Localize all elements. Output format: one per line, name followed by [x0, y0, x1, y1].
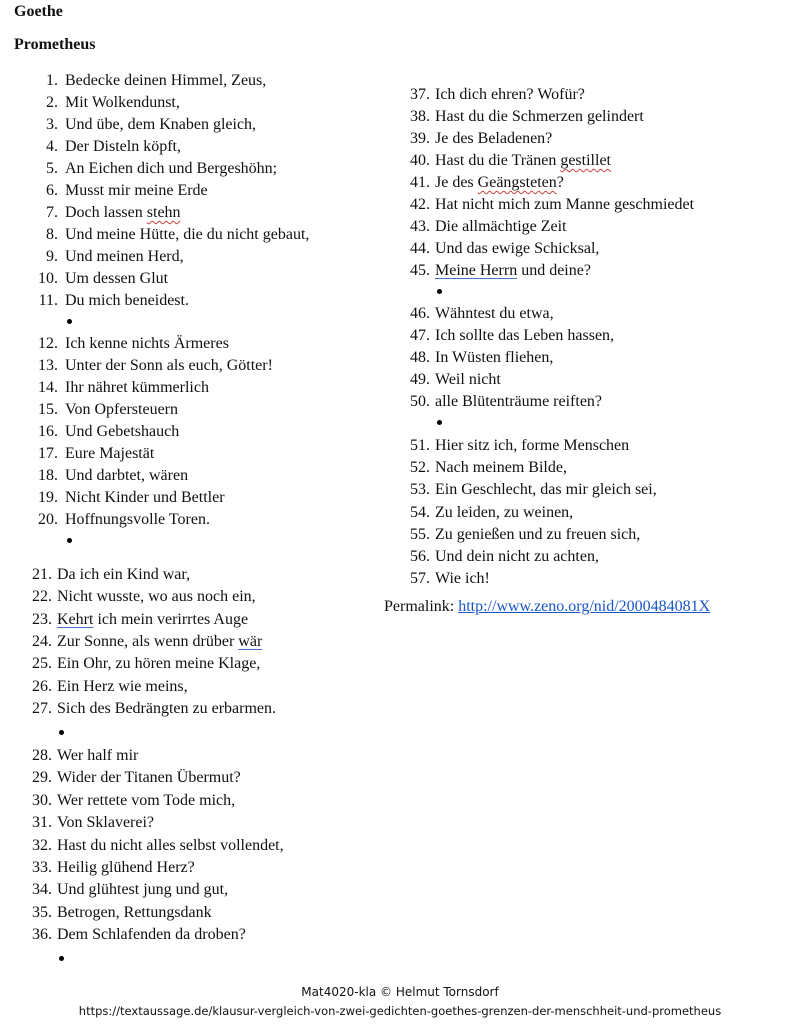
permalink-link[interactable]: http://www.zeno.org/nid/2000484081X [458, 598, 711, 615]
line-text: Eure Majestät [65, 445, 155, 462]
line-number: 36. [32, 926, 52, 943]
line-number: 45. [410, 262, 430, 279]
line-text: Hier sitz ich, forme Menschen [435, 437, 630, 454]
stanza-bullet [437, 289, 442, 294]
line-text: Wider der Titanen Übermut? [57, 769, 241, 786]
poem-line [0, 216, 800, 238]
poem-line [0, 172, 800, 194]
line-number: 10. [38, 270, 58, 287]
footer-credit: Mat4020-kla © Helmut Tornsdorf [301, 985, 499, 999]
line-number: 42. [410, 196, 430, 213]
line-text: Doch lassen stehn [65, 204, 181, 221]
line-text: Und dein nicht zu achten, [435, 548, 599, 565]
line-number: 13. [38, 357, 58, 374]
poem-line [0, 698, 800, 720]
line-text: Zu genießen und zu freuen sich, [435, 526, 641, 543]
line-number: 8. [46, 226, 58, 243]
line-number: 4. [46, 138, 58, 155]
poem-line [0, 524, 800, 546]
line-text: Wer rettete vom Tode mich, [57, 792, 236, 809]
line-number: 53. [410, 481, 430, 498]
line-number: 43. [410, 218, 430, 235]
line-number: 23. [32, 611, 52, 628]
line-text: In Wüsten fliehen, [435, 349, 554, 366]
stanza-bullet [59, 730, 64, 735]
line-text: Kehrt ich mein verirrtes Auge [57, 611, 249, 628]
poem-line [0, 260, 800, 282]
line-text: Hat nicht mich zum Manne geschmiedet [435, 196, 695, 213]
line-number: 31. [32, 814, 52, 831]
poem-line [0, 879, 800, 901]
line-number: 15. [38, 401, 58, 418]
line-text: Ein Ohr, zu hören meine Klage, [57, 655, 261, 672]
line-number: 52. [410, 459, 430, 476]
poem-line [0, 835, 800, 857]
line-text: Nicht Kinder und Bettler [65, 489, 225, 506]
line-text: Wer half mir [57, 747, 139, 764]
line-text: Betrogen, Rettungsdank [57, 904, 212, 921]
line-number: 35. [32, 904, 52, 921]
line-text: Heilig glühend Herz? [57, 859, 195, 876]
line-number: 1. [46, 72, 58, 89]
line-text: Die allmächtige Zeit [435, 218, 567, 235]
line-text: Wie ich! [435, 570, 490, 587]
poem-line [0, 325, 800, 347]
poem-line [0, 676, 800, 698]
line-text: Unter der Sonn als euch, Götter! [65, 357, 273, 374]
line-number: 7. [46, 204, 58, 221]
line-number: 50. [410, 393, 430, 410]
permalink [384, 598, 710, 616]
line-text: Zu leiden, zu weinen, [435, 504, 574, 521]
line-number: 28. [32, 747, 52, 764]
line-text: Ich sollte das Leben hassen, [435, 327, 615, 344]
line-text: Um dessen Glut [65, 270, 169, 287]
line-text: Ein Geschlecht, das mir gleich sei, [435, 481, 657, 498]
line-number: 34. [32, 881, 52, 898]
line-number: 16. [38, 423, 58, 440]
poem-line [0, 924, 800, 946]
line-number: 2. [46, 94, 58, 111]
line-number: 26. [32, 678, 52, 695]
line-text: Ihr nähret kümmerlich [65, 379, 209, 396]
line-text: Wähntest du etwa, [435, 305, 554, 322]
footer-source-url: https://textaussage.de/klausur-vergleich-von-zwei-gedichten-goethes-grenzen-der-menschheit-und-prometheus [78, 1004, 722, 1018]
line-number: 41. [410, 174, 430, 191]
poem-line [0, 479, 800, 501]
line-number: 47. [410, 327, 430, 344]
line-number: 39. [410, 130, 430, 147]
line-number: 6. [46, 182, 58, 199]
line-text: alle Blütenträume reiften? [435, 393, 603, 410]
line-number: 5. [46, 160, 58, 177]
line-number: 32. [32, 837, 52, 854]
line-number: 56. [410, 548, 430, 565]
poem-line [0, 391, 800, 413]
line-number: 40. [410, 152, 430, 169]
line-number: 11. [38, 292, 58, 309]
line-text: Hast du die Tränen gestillet [435, 152, 611, 169]
line-text: Und das ewige Schicksal, [435, 240, 600, 257]
line-text: Und Gebetshauch [65, 423, 180, 440]
line-number: 49. [410, 371, 430, 388]
line-text: Hast du nicht alles selbst vollendet, [57, 837, 284, 854]
poem-line [0, 347, 800, 369]
poem-line [0, 435, 800, 457]
line-number: 38. [410, 108, 430, 125]
line-number: 19. [38, 489, 58, 506]
line-number: 20. [38, 511, 58, 528]
line-number: 33. [32, 859, 52, 876]
line-text: Weil nicht [435, 371, 501, 388]
line-number: 30. [32, 792, 52, 809]
line-text: Nicht wusste, wo aus noch ein, [57, 588, 256, 605]
line-number: 44. [410, 240, 430, 257]
line-text: An Eichen dich und Bergeshöhn; [65, 160, 278, 177]
line-number: 54. [410, 504, 430, 521]
poem-line [0, 812, 800, 834]
line-text: Du mich beneidest. [65, 292, 189, 309]
line-number: 29. [32, 769, 52, 786]
poem-line [0, 150, 800, 172]
line-number: 12. [38, 335, 58, 352]
line-number: 14. [38, 379, 58, 396]
line-text: Bedecke deinen Himmel, Zeus, [65, 72, 267, 89]
line-text: Und übe, dem Knaben gleich, [65, 116, 257, 133]
line-text: Sich des Bedrängten zu erbarmen. [57, 700, 277, 717]
line-text: Mit Wolkendunst, [65, 94, 180, 111]
line-text: Je des Beladenen? [435, 130, 553, 147]
line-text: Und meine Hütte, die du nicht gebaut, [65, 226, 310, 243]
poem-author: Goethe [14, 3, 63, 20]
line-text: Ein Herz wie meins, [57, 678, 188, 695]
poem-line [0, 790, 800, 812]
line-text: Von Sklaverei? [57, 814, 155, 831]
line-text: Hast du die Schmerzen gelindert [435, 108, 644, 125]
line-number: 46. [410, 305, 430, 322]
line-text: Und meinen Herd, [65, 248, 184, 265]
line-text: Von Opfersteuern [65, 401, 179, 418]
poem-line [0, 238, 800, 260]
line-number: 55. [410, 526, 430, 543]
stanza-bullet [67, 319, 72, 324]
poem-line [0, 84, 800, 106]
poem-line [0, 128, 800, 150]
stanza-bullet [67, 538, 72, 543]
line-number: 3. [46, 116, 58, 133]
line-number: 22. [32, 588, 52, 605]
line-text: Ich dich ehren? Wofür? [435, 86, 585, 103]
line-number: 18. [38, 467, 58, 484]
line-number: 51. [410, 437, 430, 454]
line-text: Ich kenne nichts Ärmeres [65, 335, 229, 352]
stanza-bullet [437, 420, 442, 425]
line-text: Und darbtet, wären [65, 467, 189, 484]
line-text: Da ich ein Kind war, [57, 566, 191, 583]
stanza-bullet [59, 956, 64, 961]
poem-line [0, 857, 800, 879]
line-text: Meine Herrn und deine? [435, 262, 591, 279]
line-text: Der Disteln köpft, [65, 138, 181, 155]
line-text: Musst mir meine Erde [65, 182, 208, 199]
poem-line [0, 546, 800, 568]
line-number: 17. [38, 445, 58, 462]
line-number: 25. [32, 655, 52, 672]
line-text: Und glühtest jung und gut, [57, 881, 229, 898]
line-number: 24. [32, 633, 52, 650]
line-number: 48. [410, 349, 430, 366]
line-number: 21. [32, 566, 52, 583]
poem-line [0, 106, 800, 128]
permalink-label: Permalink: [384, 598, 455, 615]
line-number: 27. [32, 700, 52, 717]
line-text: Nach meinem Bilde, [435, 459, 567, 476]
line-number: 57. [410, 570, 430, 587]
poem-line [0, 369, 800, 391]
line-text: Je des Geängsteten? [435, 174, 564, 191]
line-text: Hoffnungsvolle Toren. [65, 511, 210, 528]
poem-line [0, 194, 800, 216]
poem-line [0, 745, 800, 767]
line-text: Zur Sonne, als wenn drüber wär [57, 633, 263, 650]
line-text: Dem Schlafenden da droben? [57, 926, 246, 943]
poem-line [0, 303, 800, 325]
poem-line [0, 631, 800, 653]
poem-line [0, 902, 800, 924]
line-number: 37. [410, 86, 430, 103]
poem-line [0, 653, 800, 675]
poem-line [0, 457, 800, 479]
line-number: 9. [46, 248, 58, 265]
poem-title: Prometheus [14, 36, 96, 53]
poem-line [0, 502, 800, 524]
poem-line [0, 767, 800, 789]
poem-line [0, 568, 800, 590]
